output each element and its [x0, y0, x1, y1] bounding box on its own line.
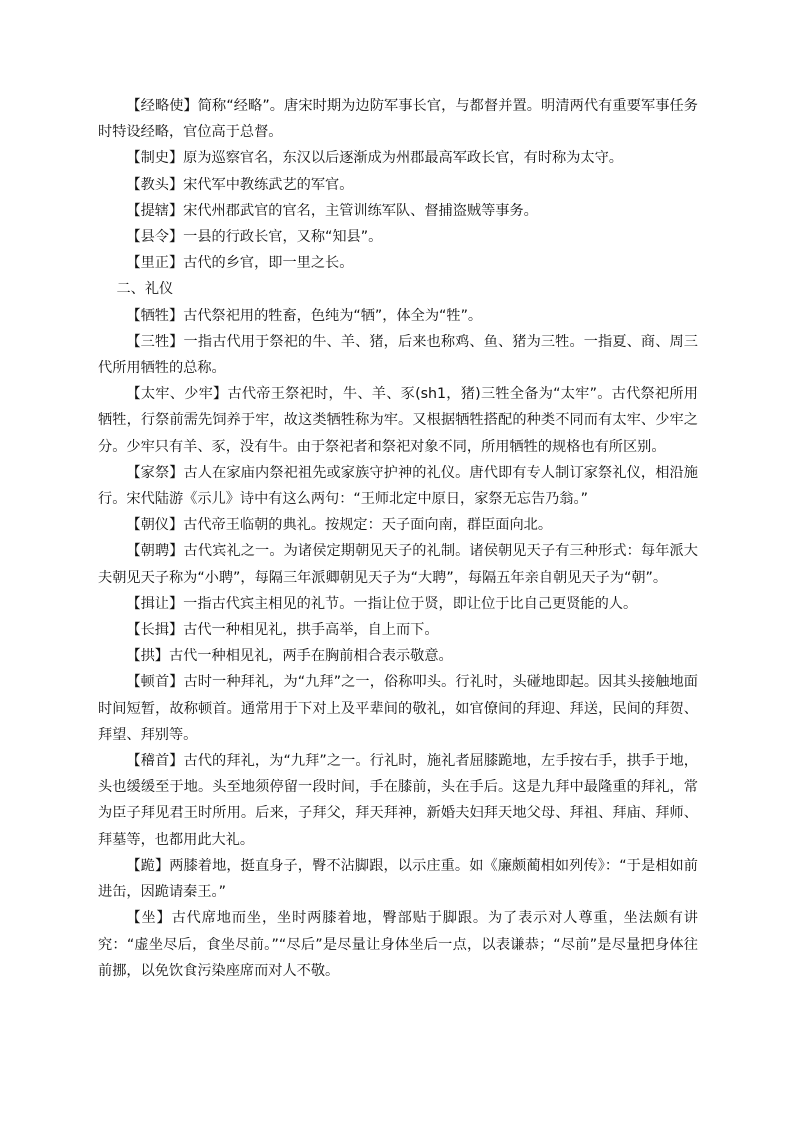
- paragraph-jinglueshi: 【经略使】简称“经略”。唐宋时期为边防军事长官，与都督并置。明清两代有重要军事任务时特设经略，官位高于总督。: [98, 98, 698, 141]
- paragraph-yirang: 【揖让】一指古代宾主相见的礼节。一指让位于贤，即让位于比自己更贤能的人。: [126, 595, 638, 612]
- paragraph-tailao-shaolao: 【太牢、少牢】古代帝王祭祀时，牛、羊、豕(sh1，猪)三牲全备为“太牢”。古代祭祀所用牺牲，行祭前需先饲养于牢，故这类牺牲称为牢。又根据牺牲搭配的种类不同而有太牢、少牢之分。少牢只有羊、豕，没有牛。由于祭祀者和祭祀对象不同，所用牺牲的规格也有所区别。: [98, 386, 698, 455]
- paragraph-jiaotou: 【教头】宋代军中教练武艺的军官。: [126, 176, 354, 193]
- paragraph-changyi: 【长揖】古代一种相见礼，拱手高举，自上而下。: [126, 622, 439, 639]
- paragraph-sansheng: 【三牲】一指古代用于祭祀的牛、羊、猪，后来也称鸡、鱼、猪为三牲。一指夏、商、周三代所用牺牲的总称。: [98, 333, 698, 377]
- paragraph-lizheng: 【里正】古代的乡官，即一里之长。: [126, 255, 354, 272]
- paragraph-xianling: 【县令】一县的行政长官，又称“知县”。: [126, 229, 383, 246]
- paragraph-jiaji: 【家祭】古人在家庙内祭祀祖先或家族守护神的礼仪。唐代即有专人制订家祭礼仪，相沿施行。宋代陆游《示儿》诗中有这么两句：“王师北定中原日，家祭无忘告乃翁。”: [98, 464, 698, 508]
- paragraph-dunshou: 【顿首】古时一种拜礼，为“九拜”之一，俗称叩头。行礼时，头碰地即起。因其头接触地面时间短暂，故称顿首。通常用于下对上及平辈间的敬礼，如官僚间的拜迎、拜送，民间的拜贺、拜望、拜别等。: [98, 674, 698, 743]
- paragraph-chaopin: 【朝聘】古代宾礼之一。为诸侯定期朝见天子的礼制。诸侯朝见天子有三种形式：每年派大夫朝见天子称为“小聘”，每隔三年派卿朝见天子为“大聘”，每隔五年亲自朝见天子为“朝”。: [98, 543, 698, 586]
- paragraph-qishou: 【稽首】古代的拜礼，为“九拜”之一。行礼时，施礼者屈膝跪地，左手按右手，拱手于地，头也缓缓至于地。头至地须停留一段时间，手在膝前，头在手后。这是九拜中最隆重的拜礼，常为臣子拜见君王时所用。后来，子拜父，拜天拜神，新婚夫妇拜天地父母、拜祖、拜庙、拜师、拜墓等，也都用此大礼。: [98, 753, 698, 848]
- paragraph-tixia: 【提辖】宋代州郡武官的官名，主管训练军队、督捕盗贼等事务。: [126, 202, 538, 219]
- section-heading-liyi: 二、礼仪: [116, 281, 174, 298]
- paragraph-gui: 【跪】两膝着地，挺直身子，臀不沾脚跟，以示庄重。如《廉颇蔺相如列传》：“于是相如前进缶，因跪请秦王。”: [98, 857, 698, 901]
- document-body: [98, 93, 698, 984]
- paragraph-gong: 【拱】古代一种相见礼，两手在胸前相合表示敬意。: [126, 648, 453, 665]
- paragraph-xisheng: 【牺牲】古代祭祀用的牲畜，色纯为“牺”，体全为“牲”。: [126, 307, 483, 324]
- paragraph-zhishi: 【制史】原为巡察官名，东汉以后逐渐成为州郡最高军政长官，有时称为太守。: [126, 150, 623, 167]
- paragraph-chaoyi: 【朝仪】古代帝王临朝的典礼。按规定：天子面向南，群臣面向北。: [126, 517, 553, 534]
- paragraph-zuo: 【坐】古代席地而坐，坐时两膝着地，臀部贴于脚跟。为了表示对人尊重，坐法颇有讲究：“虚坐尽后，食坐尽前。”“尽后”是尽量让身体坐后一点，以表谦恭；“尽前”是尽量把身体往前挪，以免饮食污染座席而对人不敬。: [98, 910, 698, 979]
